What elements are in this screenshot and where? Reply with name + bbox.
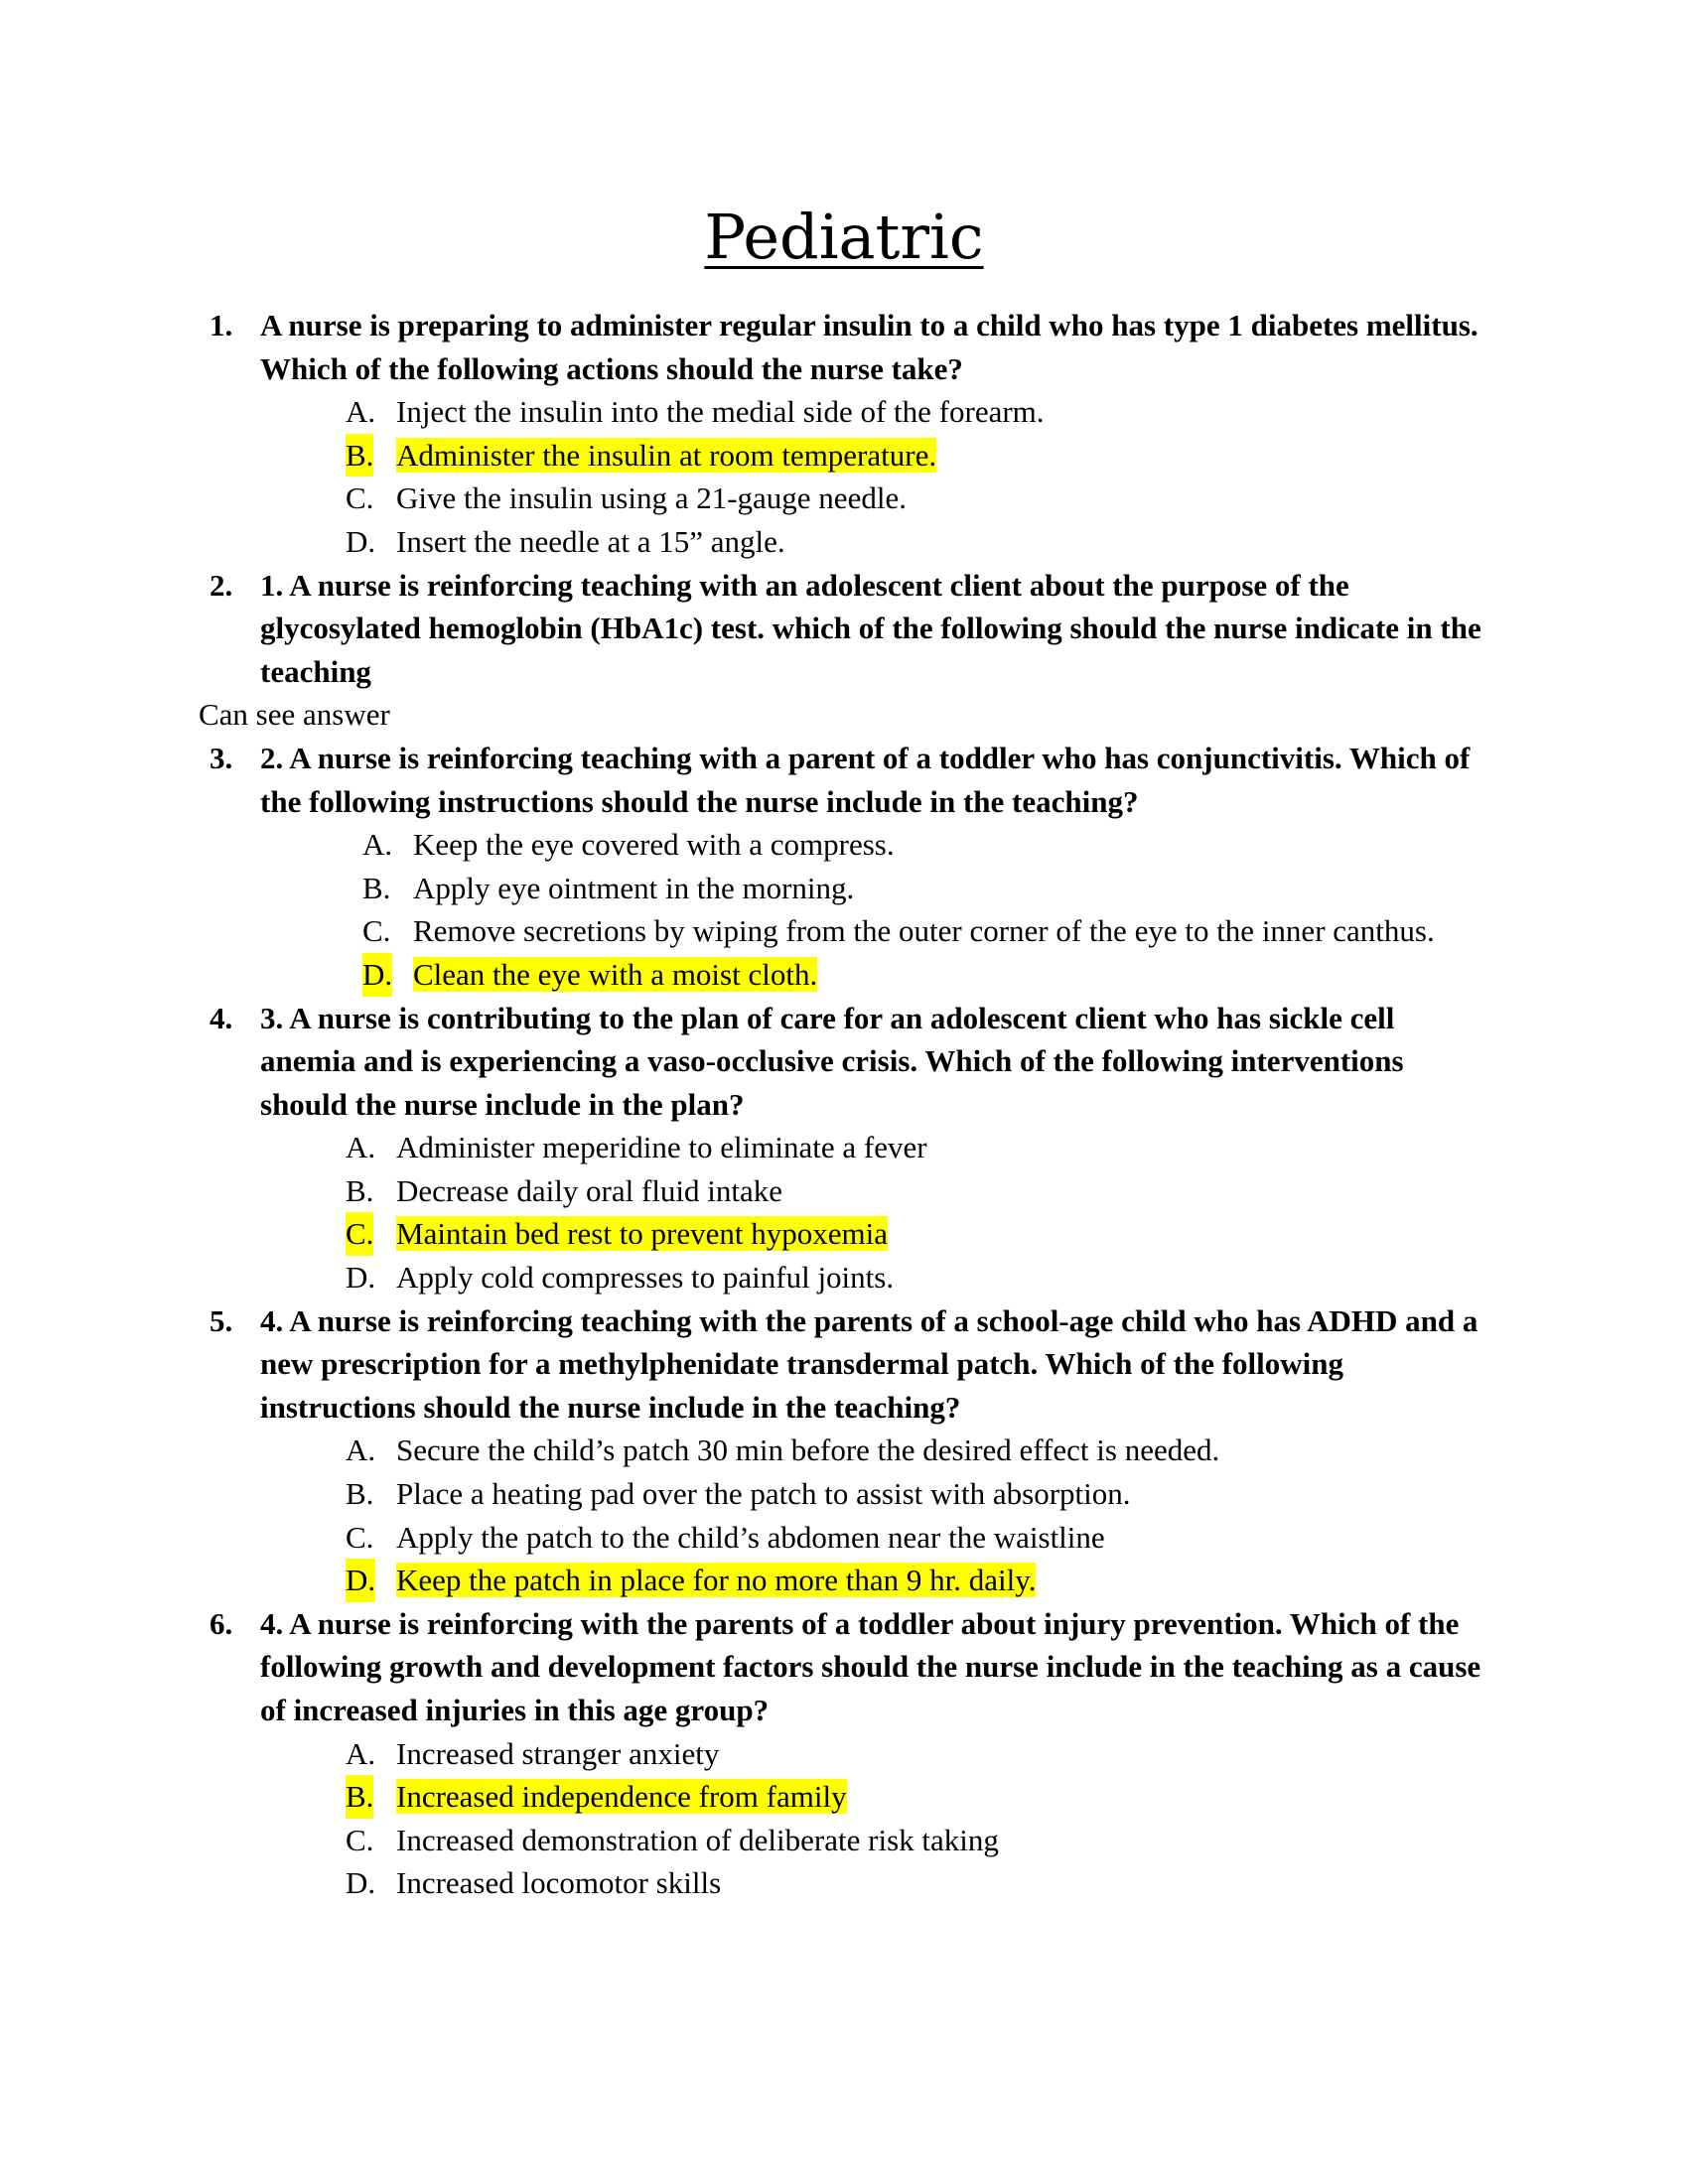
- option-letter: D.: [346, 1260, 376, 1296]
- answer-option-c: [0, 1516, 1688, 1560]
- question-number: 5.: [210, 1302, 233, 1338]
- option-letter: C.: [362, 913, 391, 949]
- answer-option-a: [0, 390, 1688, 434]
- option-text: Insert the needle at a 15” angle.: [396, 523, 785, 559]
- option-text: Give the insulin using a 21-gauge needle.: [396, 480, 907, 516]
- answer-options: [0, 1732, 1688, 1905]
- option-text: Increased stranger anxiety: [396, 1735, 720, 1771]
- option-text: Increased locomotor skills: [396, 1865, 722, 1901]
- option-text: Administer meperidine to eliminate a fever: [396, 1130, 927, 1165]
- question-number: 4.: [210, 1000, 233, 1035]
- answer-option-b: [0, 867, 1688, 910]
- question-number: 2.: [210, 567, 233, 603]
- option-letter: C.: [346, 1212, 373, 1256]
- question-text: 4. A nurse is reinforcing teaching with the parents of a school-age child who has ADHD and a new prescription for a methylphenidate transdermal patch. Which of the following instructions should the nurse include in the teaching?: [260, 1302, 1478, 1425]
- option-letter: A.: [346, 1433, 376, 1468]
- option-letter: D.: [346, 523, 376, 559]
- answer-option-d: [0, 520, 1688, 564]
- answer-option-a: [0, 1429, 1688, 1472]
- option-letter: D.: [362, 953, 392, 997]
- option-letter: D.: [346, 1865, 376, 1901]
- answer-option-a: [0, 1732, 1688, 1776]
- option-text: Keep the patch in place for no more than 9 hr. daily.: [396, 1563, 1037, 1598]
- question-number: 1.: [210, 308, 233, 342]
- question-6: [0, 1602, 1688, 1732]
- answer-note: Can see answer: [199, 697, 390, 733]
- question-5: [0, 1299, 1688, 1430]
- answer-option-c: [0, 477, 1688, 520]
- question-1: [0, 304, 1688, 390]
- option-text: Secure the child’s patch 30 min before the desired effect is needed.: [396, 1433, 1220, 1468]
- option-text: Increased demonstration of deliberate risk taking: [396, 1822, 999, 1857]
- answer-option-a: [0, 1126, 1688, 1169]
- option-letter: C.: [346, 1822, 374, 1857]
- option-text: Inject the insulin into the medial side of the forearm.: [396, 394, 1045, 430]
- answer-option-d-highlighted: [0, 953, 1688, 997]
- question-text: A nurse is preparing to administer regular insulin to a child who has type 1 diabetes mellitus. Which of the following actions should the nurse take?: [260, 308, 1478, 386]
- answer-option-a: [0, 823, 1688, 867]
- page-title: Pediatric: [704, 201, 984, 273]
- answer-options: [0, 1429, 1688, 1601]
- answer-options: [0, 390, 1688, 563]
- answer-option-c-highlighted: [0, 1212, 1688, 1256]
- answer-options: [0, 823, 1688, 996]
- option-letter: A.: [346, 1735, 376, 1771]
- answer-option-b-highlighted: [0, 434, 1688, 478]
- option-letter: B.: [346, 434, 373, 478]
- answer-option-c: [0, 1819, 1688, 1862]
- question-text: 3. A nurse is contributing to the plan of care for an adolescent client who has sickle cell anemia and is experiencing a vaso-occlusive crisis. Which of the following interventions should the nurse include in the plan?: [260, 1000, 1404, 1122]
- question-4: [0, 997, 1688, 1127]
- option-letter: C.: [346, 1519, 374, 1555]
- question-text: 4. A nurse is reinforcing with the parents of a toddler about injury prevention. Which of the following growth and development factors should the nurse include in the teaching as a cause of increased injuries in this age group?: [260, 1605, 1481, 1727]
- option-text: Increased independence from family: [396, 1779, 847, 1815]
- question-text: 2. A nurse is reinforcing teaching with a parent of a toddler who has conjunctivitis. Which of the following instructions should the nurse include in the teaching?: [260, 740, 1471, 819]
- question-list: [0, 304, 1688, 1905]
- option-letter: B.: [346, 1172, 374, 1208]
- question-number: 3.: [210, 740, 233, 775]
- answer-options: [0, 1126, 1688, 1298]
- option-letter: A.: [346, 394, 376, 430]
- answer-option-c: [0, 909, 1688, 953]
- question-2: [0, 564, 1688, 694]
- option-text: Apply cold compresses to painful joints.: [396, 1260, 895, 1296]
- answer-option-b: [0, 1169, 1688, 1213]
- option-letter: A.: [362, 827, 393, 863]
- option-text: Place a heating pad over the patch to assist with absorption.: [396, 1476, 1131, 1512]
- answer-option-d: [0, 1256, 1688, 1299]
- answer-option-d-highlighted: [0, 1559, 1688, 1602]
- option-text: Apply eye ointment in the morning.: [413, 870, 855, 905]
- option-letter: B.: [362, 870, 391, 905]
- option-letter: D.: [346, 1559, 375, 1602]
- option-text: Clean the eye with a moist cloth.: [413, 956, 818, 992]
- answer-option-b-highlighted: [0, 1775, 1688, 1819]
- answer-option-b: [0, 1472, 1688, 1516]
- question-text: 1. A nurse is reinforcing teaching with an adolescent client about the purpose of the glycosylated hemoglobin (HbA1c) test. which of the following should the nurse indicate in the teaching: [260, 567, 1481, 689]
- option-text: Administer the insulin at room temperature.: [396, 437, 937, 473]
- question-number: 6.: [210, 1605, 233, 1641]
- option-text: Decrease daily oral fluid intake: [396, 1172, 783, 1208]
- question-3: [0, 737, 1688, 823]
- option-letter: B.: [346, 1476, 374, 1512]
- option-text: Apply the patch to the child’s abdomen near the waistline: [396, 1519, 1105, 1555]
- option-text: Remove secretions by wiping from the outer corner of the eye to the inner canthus.: [413, 913, 1435, 949]
- option-letter: C.: [346, 480, 374, 516]
- option-text: Maintain bed rest to prevent hypoxemia: [396, 1216, 889, 1252]
- answer-option-d: [0, 1861, 1688, 1905]
- option-letter: A.: [346, 1130, 376, 1165]
- option-letter: B.: [346, 1775, 373, 1819]
- option-text: Keep the eye covered with a compress.: [413, 827, 895, 863]
